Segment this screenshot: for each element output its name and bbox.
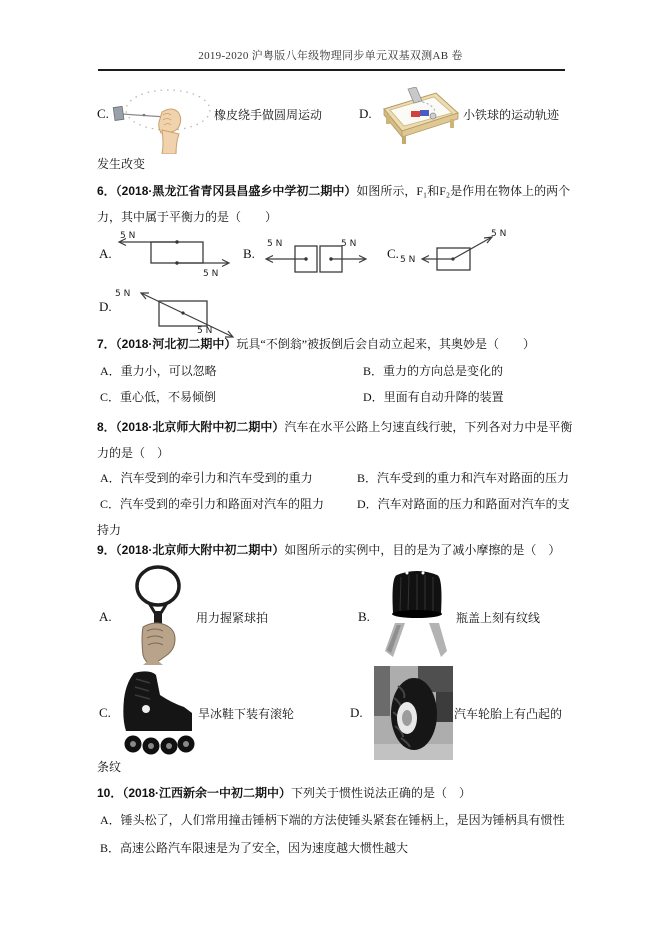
q6-option-d-label: D. [99, 299, 112, 314]
force-label: 5 N [341, 239, 357, 249]
q6-stem-line-2: 力，其中属于平衡力的是（ ） [97, 210, 278, 224]
q8-stem-line-2: 力的是（ ） [97, 446, 170, 460]
q6-option-a-label: A. [99, 246, 112, 261]
q8-option-d-continuation: 持力 [97, 523, 122, 537]
q10-option-a: A．锤头松了，人们常用撞击锤柄下端的方法使锤头紧套在锤柄上，是因为锤柄具有惯性 [100, 813, 565, 827]
gripped-racket-figure [129, 565, 187, 665]
q10-source: 10．（2018·江西新余一中初二期中） [97, 786, 292, 800]
q8-stem-text-1: 汽车在水平公路上匀速直线行驶，下列各对力中是平衡 [284, 420, 573, 434]
q8-option-d: D．汽车对路面的压力和路面对汽车的支 [357, 497, 570, 511]
q10-option-b: B．高速公路汽车限速是为了安全，因为速度越大惯性越大 [100, 841, 409, 855]
q6-stem-text-1: 如图所示，F₁和F₂是作用在物体上的两个 [356, 184, 571, 198]
force-diagram-b [263, 234, 369, 278]
q9-option-b-label: B. [358, 609, 370, 624]
prev-option-c-label: C. [97, 106, 109, 121]
hand-swinging-eraser-figure [110, 84, 214, 154]
q9-options-row-cd [97, 665, 573, 762]
q9-option-b-caption: 瓶盖上刻有纹线 [456, 611, 541, 625]
q9-option-d-caption: 汽车轮胎上有凸起的 [454, 707, 563, 721]
q7-options-row-1 [97, 358, 576, 384]
q8-stem-line-1 [97, 414, 572, 440]
q8-options-row-2 [97, 491, 576, 517]
q9-stem [97, 537, 560, 563]
page-header-title: 2019-2020 沪粤版八年级物理同步单元双基双测AB 卷 [198, 50, 463, 62]
q7-options-row-2 [97, 384, 576, 410]
car-tire-figure [374, 666, 453, 760]
q8-options-row-1 [97, 465, 576, 491]
q7-stem-text: 玩具“不倒翁”被扳倒后会自动立起来，其奥妙是（ ） [236, 337, 536, 351]
q9-stem-text: 如图所示的实例中，目的是为了减小摩擦的是（ ） [284, 543, 561, 557]
q9-option-a-caption: 用力握紧球拍 [196, 611, 269, 625]
force-label: 5 N [400, 255, 416, 265]
q8-option-c: C．汽车受到的牵引力和路面对汽车的阻力 [100, 497, 325, 511]
tray-magnet-ball-figure [378, 87, 460, 147]
q7-stem [97, 331, 535, 357]
q9-option-d-continuation: 条纹 [97, 760, 122, 774]
prev-options-row [97, 84, 573, 154]
q10-stem-text: 下列关于惯性说法正确的是（ ） [291, 786, 472, 800]
q7-option-b: B．重力的方向总是变化的 [363, 364, 504, 378]
q8-source: 8．（2018·北京师大附中初二期中） [97, 420, 285, 434]
force-label: 5 N [120, 231, 136, 241]
q10-stem [97, 780, 471, 806]
force-label: 5 N [491, 229, 507, 239]
q9-source: 9．（2018·北京师大附中初二期中） [97, 543, 285, 557]
q8-option-a: A．汽车受到的牵引力和汽车受到的重力 [100, 471, 313, 485]
q9-option-a-label: A. [99, 609, 112, 624]
q7-option-c: C．重心低，不易倾倒 [100, 390, 217, 404]
roller-skate-figure [120, 669, 196, 757]
prev-option-d-caption: 小铁球的运动轨迹 [463, 108, 560, 122]
q7-option-a: A．重力小，可以忽略 [100, 364, 217, 378]
prev-option-c-caption: 橡皮绕手做圆周运动 [214, 108, 323, 122]
q6-option-c-label: C. [387, 246, 399, 261]
q9-option-c-caption: 旱冰鞋下装有滚轮 [198, 707, 295, 721]
prev-option-d-label: D. [359, 106, 372, 121]
prev-continuation-text: 发生改变 [97, 157, 146, 171]
force-label: 5 N [267, 239, 283, 249]
q9-option-c-label: C. [99, 705, 111, 720]
grooved-bottle-cap-figure [383, 569, 451, 661]
q7-option-d: D．里面有自动升降的装置 [363, 390, 504, 404]
force-diagram-c [398, 228, 512, 276]
q8-option-b: B．汽车受到的重力和汽车对路面的压力 [357, 471, 570, 485]
q9-options-row-ab [97, 565, 573, 665]
q7-source: 7．（2018·河北初二期中） [97, 337, 237, 351]
force-label: 5 N [115, 289, 131, 299]
force-diagram-a [111, 230, 235, 278]
force-label: 5 N [203, 269, 219, 278]
force-label: 5 N [197, 326, 213, 336]
q6-options-row-abc [97, 228, 573, 284]
q9-option-d-label: D. [350, 705, 363, 720]
q6-stem-line-1 [97, 178, 570, 204]
q6-source: 6．（2018·黑龙江省青冈县昌盛乡中学初二期中） [97, 184, 357, 198]
q6-option-b-label: B. [243, 246, 255, 261]
header-divider [98, 69, 565, 71]
